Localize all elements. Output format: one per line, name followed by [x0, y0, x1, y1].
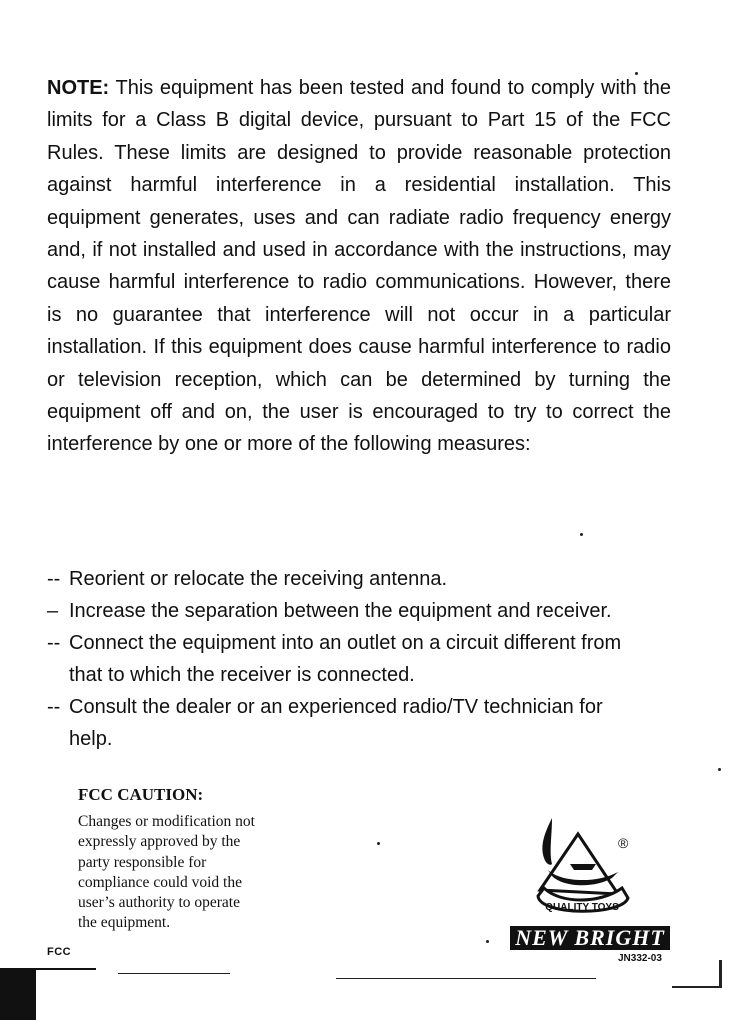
flame-icon: [542, 818, 552, 865]
scan-edge-line: [36, 968, 96, 970]
caution-line: user’s authority to operate: [78, 894, 240, 912]
scan-speck: [635, 72, 638, 75]
scan-speck: [377, 842, 380, 845]
divider-line: [118, 973, 230, 974]
caution-line: Changes or modification not: [78, 813, 255, 830]
new-bright-logo: [500, 812, 685, 962]
measure-text: Connect the equipment into an outlet on a circuit different from that to which the receiver is connected.: [69, 632, 622, 686]
measure-item: [47, 563, 687, 595]
measure-item: [47, 595, 687, 627]
measure-item: [47, 691, 629, 755]
caution-line: the equipment.: [78, 914, 171, 932]
fcc-caution-title: FCC CAUTION:: [78, 785, 204, 804]
note-body: This equipment has been tested and found to comply with the limits for a Class B digital device, pursuant to Part 15 of the FCC Rules. These limits are designed to provide reasonable protection against harmful interference in a residential installation. This equipment generates, uses and can radiate radio frequency energy and, if not installed and used in accordance with the instructions, may cause harmful interference to radio communications. However, there is no guarantee that interference will not occur in a particular installation. If this equipment does cause harmful interference to radio or television reception, which can be determined by turning the equipment off and on, the user is encouraged to try to correct the interference by one or more of the following measures:: [47, 77, 671, 456]
scan-speck: [486, 940, 489, 943]
caution-line: expressly approved by the: [78, 833, 241, 851]
measure-dash: --: [47, 568, 61, 590]
divider-line: [336, 978, 596, 979]
measure-text: Increase the separation between the equipment and receiver.: [69, 600, 612, 622]
document-code: JN332-03: [618, 953, 662, 964]
measure-text: Reorient or relocate the receiving antenna.: [69, 568, 448, 590]
measure-text: Consult the dealer or an experienced radio/TV technician for help.: [69, 696, 603, 750]
measure-dash: --: [47, 696, 61, 718]
registered-mark: ®: [618, 835, 629, 851]
note-label: NOTE:: [47, 77, 110, 99]
scan-edge-bar: [0, 968, 36, 1020]
caution-line: party responsible for: [78, 853, 207, 871]
measure-dash: --: [47, 632, 61, 654]
fcc-mark: FCC: [47, 946, 72, 958]
divider-line: [719, 960, 722, 988]
scan-speck: [718, 768, 721, 771]
scan-speck: [580, 533, 583, 536]
badge-text: QUALITY TOYS: [545, 902, 619, 913]
brand-text: NEW BRIGHT: [515, 925, 665, 950]
measures-list: [47, 563, 687, 755]
divider-line: [672, 986, 722, 988]
fcc-caution-text: [78, 812, 318, 934]
measure-item: [47, 627, 629, 691]
measure-dash: –: [47, 600, 59, 622]
caution-line: compliance could void the: [78, 873, 242, 891]
lamp-icon: [548, 870, 618, 885]
fcc-note-paragraph: [47, 72, 671, 461]
